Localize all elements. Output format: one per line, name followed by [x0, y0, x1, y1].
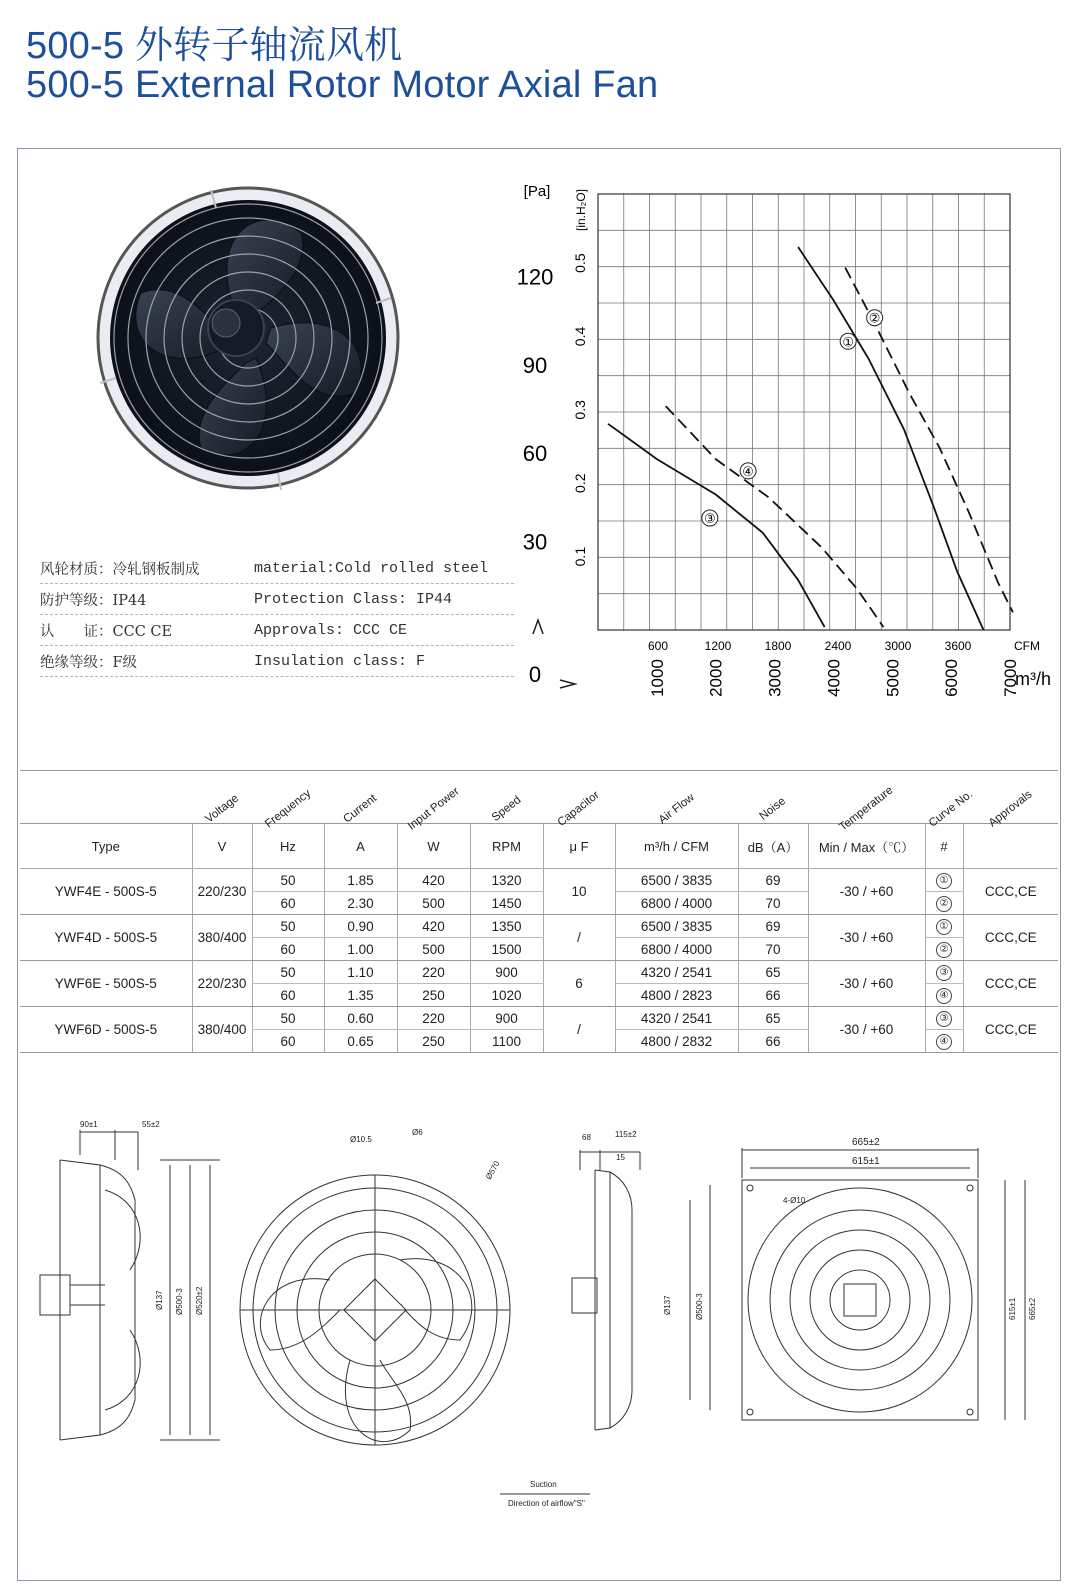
table-row	[20, 915, 1058, 938]
header-unit-cell: m³/h / CFM	[615, 824, 738, 869]
cell-noise: 70	[738, 892, 808, 915]
cell-approvals: CCC,CE	[963, 869, 1058, 915]
dim-ring-115: 115±2	[615, 1130, 637, 1139]
cell-rpm: 1100	[470, 1030, 543, 1053]
cell-airflow-sep: /	[670, 941, 683, 957]
cell-noise: 70	[738, 938, 808, 961]
cell-approvals: CCC,CE	[963, 1007, 1058, 1053]
cell-airflow-sep: /	[670, 872, 683, 888]
header-rot-label: Speed	[489, 794, 524, 824]
dimension-drawings	[20, 1110, 1060, 1570]
x-tick-m3h: 3000	[765, 659, 785, 697]
curve-number: ④	[936, 1034, 952, 1050]
label-airflow: Direction of airflow"S"	[508, 1499, 585, 1508]
spec-insulation-en: Insulation class: F	[254, 652, 426, 670]
dim-side-55: 55±2	[142, 1120, 160, 1129]
cell-noise: 66	[738, 984, 808, 1007]
spec-material-cn: 风轮材质：冷轧钢板制成	[40, 561, 200, 578]
header-unit-cell: Type	[20, 824, 192, 869]
table-row	[20, 1007, 1058, 1030]
header-unit-cell: RPM	[470, 824, 543, 869]
spec-row-material	[40, 553, 514, 584]
dim-front-d570: Ø570	[483, 1159, 502, 1181]
x-unit-m3h: m³/h	[1015, 669, 1051, 689]
header-rot-cell	[397, 771, 470, 833]
cell-rpm: 900	[470, 961, 543, 984]
cell-airflow-sep: /	[670, 987, 683, 1003]
header-rot-label: Frequency	[262, 787, 314, 831]
cell-rpm: 900	[470, 1007, 543, 1030]
drawing-side-ring	[572, 1150, 710, 1430]
dim-side-90: 90±1	[80, 1120, 98, 1129]
x-tick-m3h: 2000	[706, 659, 726, 697]
cell-airflow-m3h: 6800	[640, 895, 671, 911]
drawing-square-plate	[742, 1148, 1025, 1420]
dim-ring-15: 15	[616, 1153, 625, 1162]
title-english: 500-5 External Rotor Motor Axial Fan	[26, 64, 659, 106]
x-tick-m3h: 4000	[824, 659, 844, 697]
y-tick-pa: 60	[522, 441, 548, 467]
cell-w: 220	[397, 1007, 470, 1030]
header-rot-cell	[963, 771, 1058, 830]
curve-label: ③	[704, 512, 716, 528]
curve-number: ④	[936, 988, 952, 1004]
cell-airflow	[615, 892, 738, 915]
dim-plate-615: 615±1	[852, 1156, 880, 1167]
cell-voltage: 220/230	[192, 869, 252, 915]
dim-ring-d500: Ø500-3	[695, 1293, 704, 1320]
cell-airflow-sep: /	[670, 895, 683, 911]
cell-airflow	[615, 915, 738, 938]
cell-curve	[925, 984, 963, 1007]
y-tick-pa: 30	[522, 529, 548, 555]
cell-type: YWF4D - 500S-5	[20, 915, 192, 961]
title-chinese: 500-5 外转子轴流风机	[26, 25, 403, 67]
cell-voltage: 380/400	[192, 915, 252, 961]
dim-plate-665: 665±2	[852, 1137, 880, 1148]
header-rot-label: Current	[341, 792, 380, 826]
cell-rpm: 1350	[470, 915, 543, 938]
cell-w: 250	[397, 984, 470, 1007]
dim-front-d105: Ø10.5	[350, 1135, 372, 1144]
cell-airflow	[615, 1007, 738, 1030]
cell-airflow	[615, 938, 738, 961]
x-tick-cfm: 600	[647, 639, 669, 653]
cell-capacitor: 6	[543, 961, 615, 1007]
cell-hz: 50	[252, 961, 324, 984]
cell-hz: 60	[252, 984, 324, 1007]
cell-hz: 60	[252, 938, 324, 961]
x-tick-m3h: 5000	[883, 659, 903, 697]
spec-row-approvals	[40, 615, 514, 646]
y-tick-inh2o: 0.5	[572, 253, 588, 273]
y-tick-pa: 90	[522, 352, 548, 378]
x-tick-cfm: 1800	[764, 639, 792, 653]
x-tick-cfm: 3000	[884, 639, 912, 653]
curve-label: ②	[868, 311, 881, 327]
cell-airflow-m3h: 4320	[640, 964, 671, 980]
y-tick-inh2o: 0.3	[572, 400, 588, 420]
y-tick-inh2o: 0.4	[572, 326, 588, 347]
cell-capacitor: /	[543, 915, 615, 961]
header-unit-cell: Min / Max（℃）	[808, 824, 925, 869]
cell-airflow-cfm: 4000	[682, 895, 713, 911]
cell-airflow-cfm: 2823	[682, 987, 713, 1003]
spec-row-insulation	[40, 646, 514, 677]
cell-a: 0.65	[324, 1030, 397, 1053]
cell-capacitor: 10	[543, 869, 615, 915]
x-tick-m3h: 1000	[647, 659, 667, 697]
spec-approvals-cn: 认 证：CCC CE	[40, 623, 173, 640]
cell-rpm: 1500	[470, 938, 543, 961]
cell-hz: 50	[252, 915, 324, 938]
cell-w: 420	[397, 869, 470, 892]
header-rot-cell	[192, 771, 252, 824]
cell-airflow	[615, 961, 738, 984]
fan-product-photo	[86, 178, 408, 500]
header-rot-label: Air Flow	[656, 791, 697, 827]
cell-rpm: 1450	[470, 892, 543, 915]
cell-w: 250	[397, 1030, 470, 1053]
header-rot-cell	[324, 771, 397, 824]
x-tick-m3h: 7000	[1001, 659, 1020, 697]
drawing-side-view	[40, 1130, 220, 1440]
x-unit-cfm: CFM	[1014, 639, 1040, 653]
spec-table-wrap	[20, 770, 1058, 1053]
cell-airflow-cfm: 2832	[682, 1033, 713, 1049]
header-rot-label: Approvals	[986, 788, 1035, 830]
x-tick-m3h: 6000	[942, 659, 962, 697]
dim-side-d520: Ø520±2	[195, 1286, 204, 1315]
curve-number: ①	[936, 873, 952, 889]
cell-voltage: 380/400	[192, 1007, 252, 1053]
header-unit-cell: A	[324, 824, 397, 869]
cell-w: 500	[397, 938, 470, 961]
cell-airflow-cfm: 4000	[682, 941, 713, 957]
spec-protection-cn: 防护等级：IP44	[40, 592, 147, 609]
cell-voltage: 220/230	[192, 961, 252, 1007]
cell-curve	[925, 1030, 963, 1053]
cell-hz: 50	[252, 869, 324, 892]
spec-material-en: material:Cold rolled steel	[254, 559, 489, 577]
dim-ring-68: 68	[582, 1133, 591, 1142]
cell-airflow-m3h: 4320	[640, 1010, 671, 1026]
header-unit-cell	[963, 824, 1058, 869]
cell-airflow	[615, 984, 738, 1007]
header-rot-cell	[470, 771, 543, 824]
cell-w: 500	[397, 892, 470, 915]
header-rot-cell	[808, 771, 925, 834]
dim-front-d6: Ø6	[412, 1128, 423, 1137]
cell-noise: 69	[738, 869, 808, 892]
header-rot-label: Curve No.	[926, 788, 975, 830]
cell-w: 420	[397, 915, 470, 938]
cell-noise: 65	[738, 1007, 808, 1030]
dim-ring-d137: Ø137	[663, 1295, 672, 1315]
y-tick-pa: 0	[528, 662, 542, 687]
x-tick-cfm: 2400	[824, 639, 852, 653]
curve-number: ③	[936, 1011, 952, 1027]
cell-w: 220	[397, 961, 470, 984]
header-rot-label: Temperature	[837, 784, 896, 834]
cell-curve	[925, 1007, 963, 1030]
cell-temperature: -30 / +60	[808, 869, 925, 915]
cell-curve	[925, 892, 963, 915]
cell-airflow-sep: /	[670, 1010, 683, 1026]
cell-airflow-sep: /	[670, 964, 683, 980]
cell-curve	[925, 915, 963, 938]
cell-a: 0.60	[324, 1007, 397, 1030]
spec-row-protection	[40, 584, 514, 615]
curve-label: ①	[842, 335, 854, 351]
cell-curve	[925, 869, 963, 892]
header-rot-cell	[738, 771, 808, 824]
curve-line	[608, 424, 825, 627]
dim-plate-v615: 615±1	[1008, 1297, 1017, 1320]
cell-airflow-m3h: 4800	[640, 987, 671, 1003]
header-rot-label: Voltage	[203, 792, 241, 826]
curve-number: ②	[936, 942, 952, 958]
header-unit-cell: W	[397, 824, 470, 869]
cell-airflow-m3h: 4800	[640, 1033, 671, 1049]
y-tick-inh2o: 0.2	[572, 473, 588, 493]
header-rot-cell	[252, 771, 324, 831]
cell-noise: 66	[738, 1030, 808, 1053]
header-rot-cell	[925, 771, 975, 830]
header-rot-label: Input Power	[405, 785, 462, 833]
cell-airflow-m3h: 6800	[640, 941, 671, 957]
cell-a: 1.85	[324, 869, 397, 892]
table-row	[20, 961, 1058, 984]
cell-airflow-cfm: 3835	[682, 872, 713, 888]
cell-a: 2.30	[324, 892, 397, 915]
header-blank	[20, 771, 192, 824]
y-tick-inh2o: 0.1	[572, 546, 588, 567]
cell-airflow	[615, 1030, 738, 1053]
cell-airflow-sep: /	[670, 918, 683, 934]
drawing-front-round	[240, 1175, 510, 1445]
table-row	[20, 869, 1058, 892]
cell-approvals: CCC,CE	[963, 915, 1058, 961]
cell-temperature: -30 / +60	[808, 1007, 925, 1053]
table-rot-header	[20, 771, 1058, 824]
header-rot-cell	[543, 771, 615, 829]
cell-airflow-cfm: 2541	[682, 964, 713, 980]
cell-a: 1.10	[324, 961, 397, 984]
curve-number: ①	[936, 919, 952, 935]
performance-chart	[505, 172, 1055, 702]
header-unit-cell: μ F	[543, 824, 615, 869]
spec-table	[20, 770, 1058, 1053]
dim-side-d500: Ø500-3	[175, 1288, 184, 1315]
cell-airflow-cfm: 3835	[682, 918, 713, 934]
table-unit-header	[20, 824, 1058, 869]
dim-side-d137: Ø137	[155, 1290, 164, 1310]
header-rot-label: Noise	[757, 795, 789, 823]
cell-temperature: -30 / +60	[808, 915, 925, 961]
cell-a: 0.90	[324, 915, 397, 938]
cell-type: YWF4E - 500S-5	[20, 869, 192, 915]
dim-plate-holes: 4-Ø10	[783, 1196, 806, 1205]
cell-temperature: -30 / +60	[808, 961, 925, 1007]
spec-list	[40, 553, 514, 677]
header-unit-cell: dB（A）	[738, 824, 808, 869]
cell-type: YWF6E - 500S-5	[20, 961, 192, 1007]
cell-noise: 69	[738, 915, 808, 938]
header-unit-cell: Hz	[252, 824, 324, 869]
y-unit-inh2o: [in.H₂O]	[574, 189, 588, 231]
cell-capacitor: /	[543, 1007, 615, 1053]
curve-line	[798, 247, 983, 630]
cell-noise: 65	[738, 961, 808, 984]
spec-insulation-cn: 绝缘等级：F级	[40, 654, 138, 671]
cell-airflow-m3h: 6500	[640, 918, 671, 934]
cell-curve	[925, 938, 963, 961]
cell-curve	[925, 961, 963, 984]
header-rot-cell	[615, 771, 738, 827]
cell-hz: 60	[252, 892, 324, 915]
arrow-right-icon	[560, 680, 575, 688]
curve-number: ③	[936, 965, 952, 981]
cell-rpm: 1020	[470, 984, 543, 1007]
header-rot-label: Capacitor	[555, 789, 603, 829]
arrow-up-icon	[533, 620, 543, 634]
x-tick-cfm: 3600	[944, 639, 972, 653]
spec-approvals-en: Approvals: CCC CE	[254, 621, 408, 639]
cell-airflow-cfm: 2541	[682, 1010, 713, 1026]
spec-protection-en: Protection Class: IP44	[254, 590, 453, 608]
cell-airflow-m3h: 6500	[640, 872, 671, 888]
dim-plate-v665: 665±2	[1028, 1297, 1037, 1320]
cell-hz: 50	[252, 1007, 324, 1030]
header-unit-cell: V	[192, 824, 252, 869]
cell-a: 1.00	[324, 938, 397, 961]
label-suction: Suction	[530, 1480, 557, 1489]
cell-type: YWF6D - 500S-5	[20, 1007, 192, 1053]
curve-number: ②	[936, 896, 952, 912]
header-unit-cell: #	[925, 824, 963, 869]
curve-label: ④	[742, 464, 754, 480]
cell-rpm: 1320	[470, 869, 543, 892]
cell-a: 1.35	[324, 984, 397, 1007]
cell-approvals: CCC,CE	[963, 961, 1058, 1007]
cell-airflow-sep: /	[670, 1033, 683, 1049]
y-tick-pa: 120	[516, 264, 554, 290]
cell-airflow	[615, 869, 738, 892]
cell-hz: 60	[252, 1030, 324, 1053]
y-unit-pa: [Pa]	[523, 183, 551, 200]
x-tick-cfm: 1200	[704, 639, 732, 653]
